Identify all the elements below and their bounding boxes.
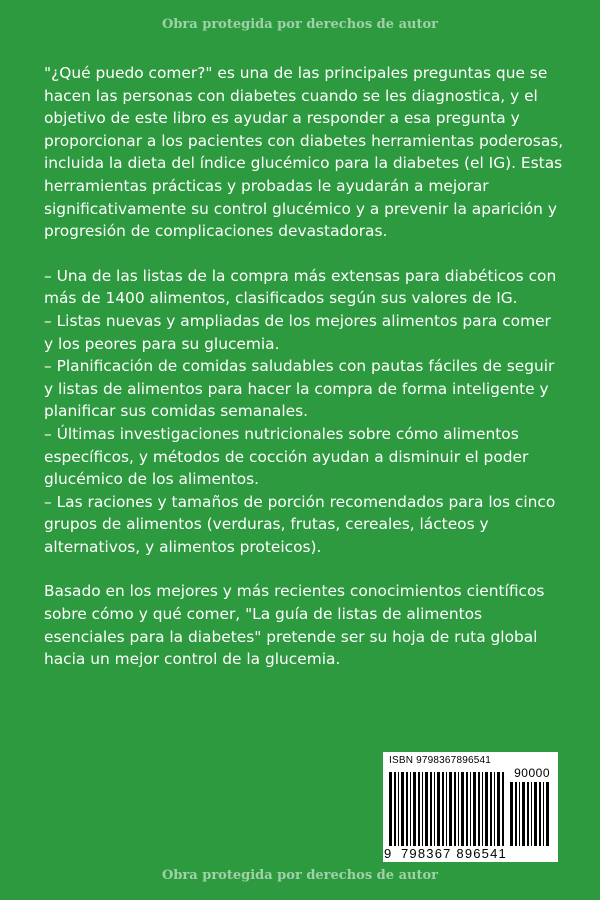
feature-item: – Listas nuevas y ampliadas de los mejores alimentos para comer y los peores para su glucemia. [44,311,551,353]
barcode-bar [515,782,517,846]
isbn-label: ISBN 9798367896541 [389,755,492,766]
barcode-bar [543,782,544,846]
barcode-bar [389,772,392,846]
barcode-bar [473,772,476,846]
barcode-bar [478,772,480,846]
barcode-bar [446,772,447,846]
barcode-bar [534,782,537,846]
barcode-bar [494,772,495,846]
barcode-bar [454,772,456,846]
barcode-bar [442,772,444,846]
barcode-bar [461,772,464,846]
barcode-bar [458,772,459,846]
barcode-bar [410,772,411,846]
barcode-bar [394,772,396,846]
barcode-bar [413,772,416,846]
price-code: 90000 [514,766,550,780]
barcode-bar [434,772,435,846]
feature-item: – Planificación de comidas saludables con pautas fáciles de seguir y listas de alimentos para hacer la compra de forma inteligente y planificar sus comidas semanales. [44,357,555,421]
barcode-addon-bars [510,782,552,846]
feature-item: – Las raciones y tamaños de porción recomendados para los cinco grupos de alimentos (verduras, frutas, cereales, lácteos y alternativos, y alimentos proteicos). [44,492,556,556]
barcode-bar [425,772,428,846]
barcode-bar [422,772,423,846]
barcode-bar [470,772,471,846]
barcode-bar [527,782,529,846]
barcode-bar [546,782,549,846]
barcode-bar [490,772,492,846]
barcode-bar [497,772,500,846]
barcode-bar [401,772,404,846]
barcode-bar [482,772,483,846]
barcode-bar [531,782,532,846]
isbn-barcode [383,752,558,862]
barcode-bar [539,782,541,846]
barcode-bar [449,772,452,846]
barcode-bars [389,772,507,846]
barcode-bar [502,772,504,846]
barcode-bar [437,772,440,846]
barcode-bar [519,782,520,846]
barcode-bar [430,772,432,846]
barcode-bar [406,772,408,846]
barcode-digits: 798367 896541 [401,846,507,861]
back-cover-text [44,62,564,671]
barcode-first-digit: 9 [384,846,392,861]
barcode-bar [510,782,513,846]
watermark-bottom: Obra protegida por derechos de autor [162,868,438,883]
barcode-bar [485,772,488,846]
barcode-bar [398,772,399,846]
closing-paragraph: Basado en los mejores y más recientes conocimientos científicos sobre cómo y qué comer, "La guía de listas de alimentos esenciales para la diabetes" pretende ser su hoja de ruta global hacia un mejor control de la glucemia. [44,582,545,669]
feature-list [44,265,564,559]
barcode-bar [466,772,468,846]
intro-paragraph: "¿Qué puedo comer?" es una de las principales preguntas que se hacen las personas con diabetes cuando se les diagnostica, y el objetivo de este libro es ayudar a responder a esa pregunta y proporcionar a los pacientes con diabetes herramientas poderosas, incluida la dieta del índice glucémico para la diabetes (el IG). Estas herramientas prácticas y probadas le ayudarán a mejorar significativamente su control glucémico y a prevenir la aparición y progresión de complicaciones devastadoras. [44,64,564,241]
watermark-top: Obra protegida por derechos de autor [162,17,438,32]
barcode-bar [418,772,420,846]
barcode-bar [522,782,525,846]
feature-item: – Últimas investigaciones nutricionales sobre cómo alimentos específicos, y métodos de cocción ayudan a disminuir el poder glucémico de los alimentos. [44,424,529,489]
feature-item: – Una de las listas de la compra más extensas para diabéticos con más de 1400 alimentos, clasificados según sus valores de IG. [44,266,557,308]
